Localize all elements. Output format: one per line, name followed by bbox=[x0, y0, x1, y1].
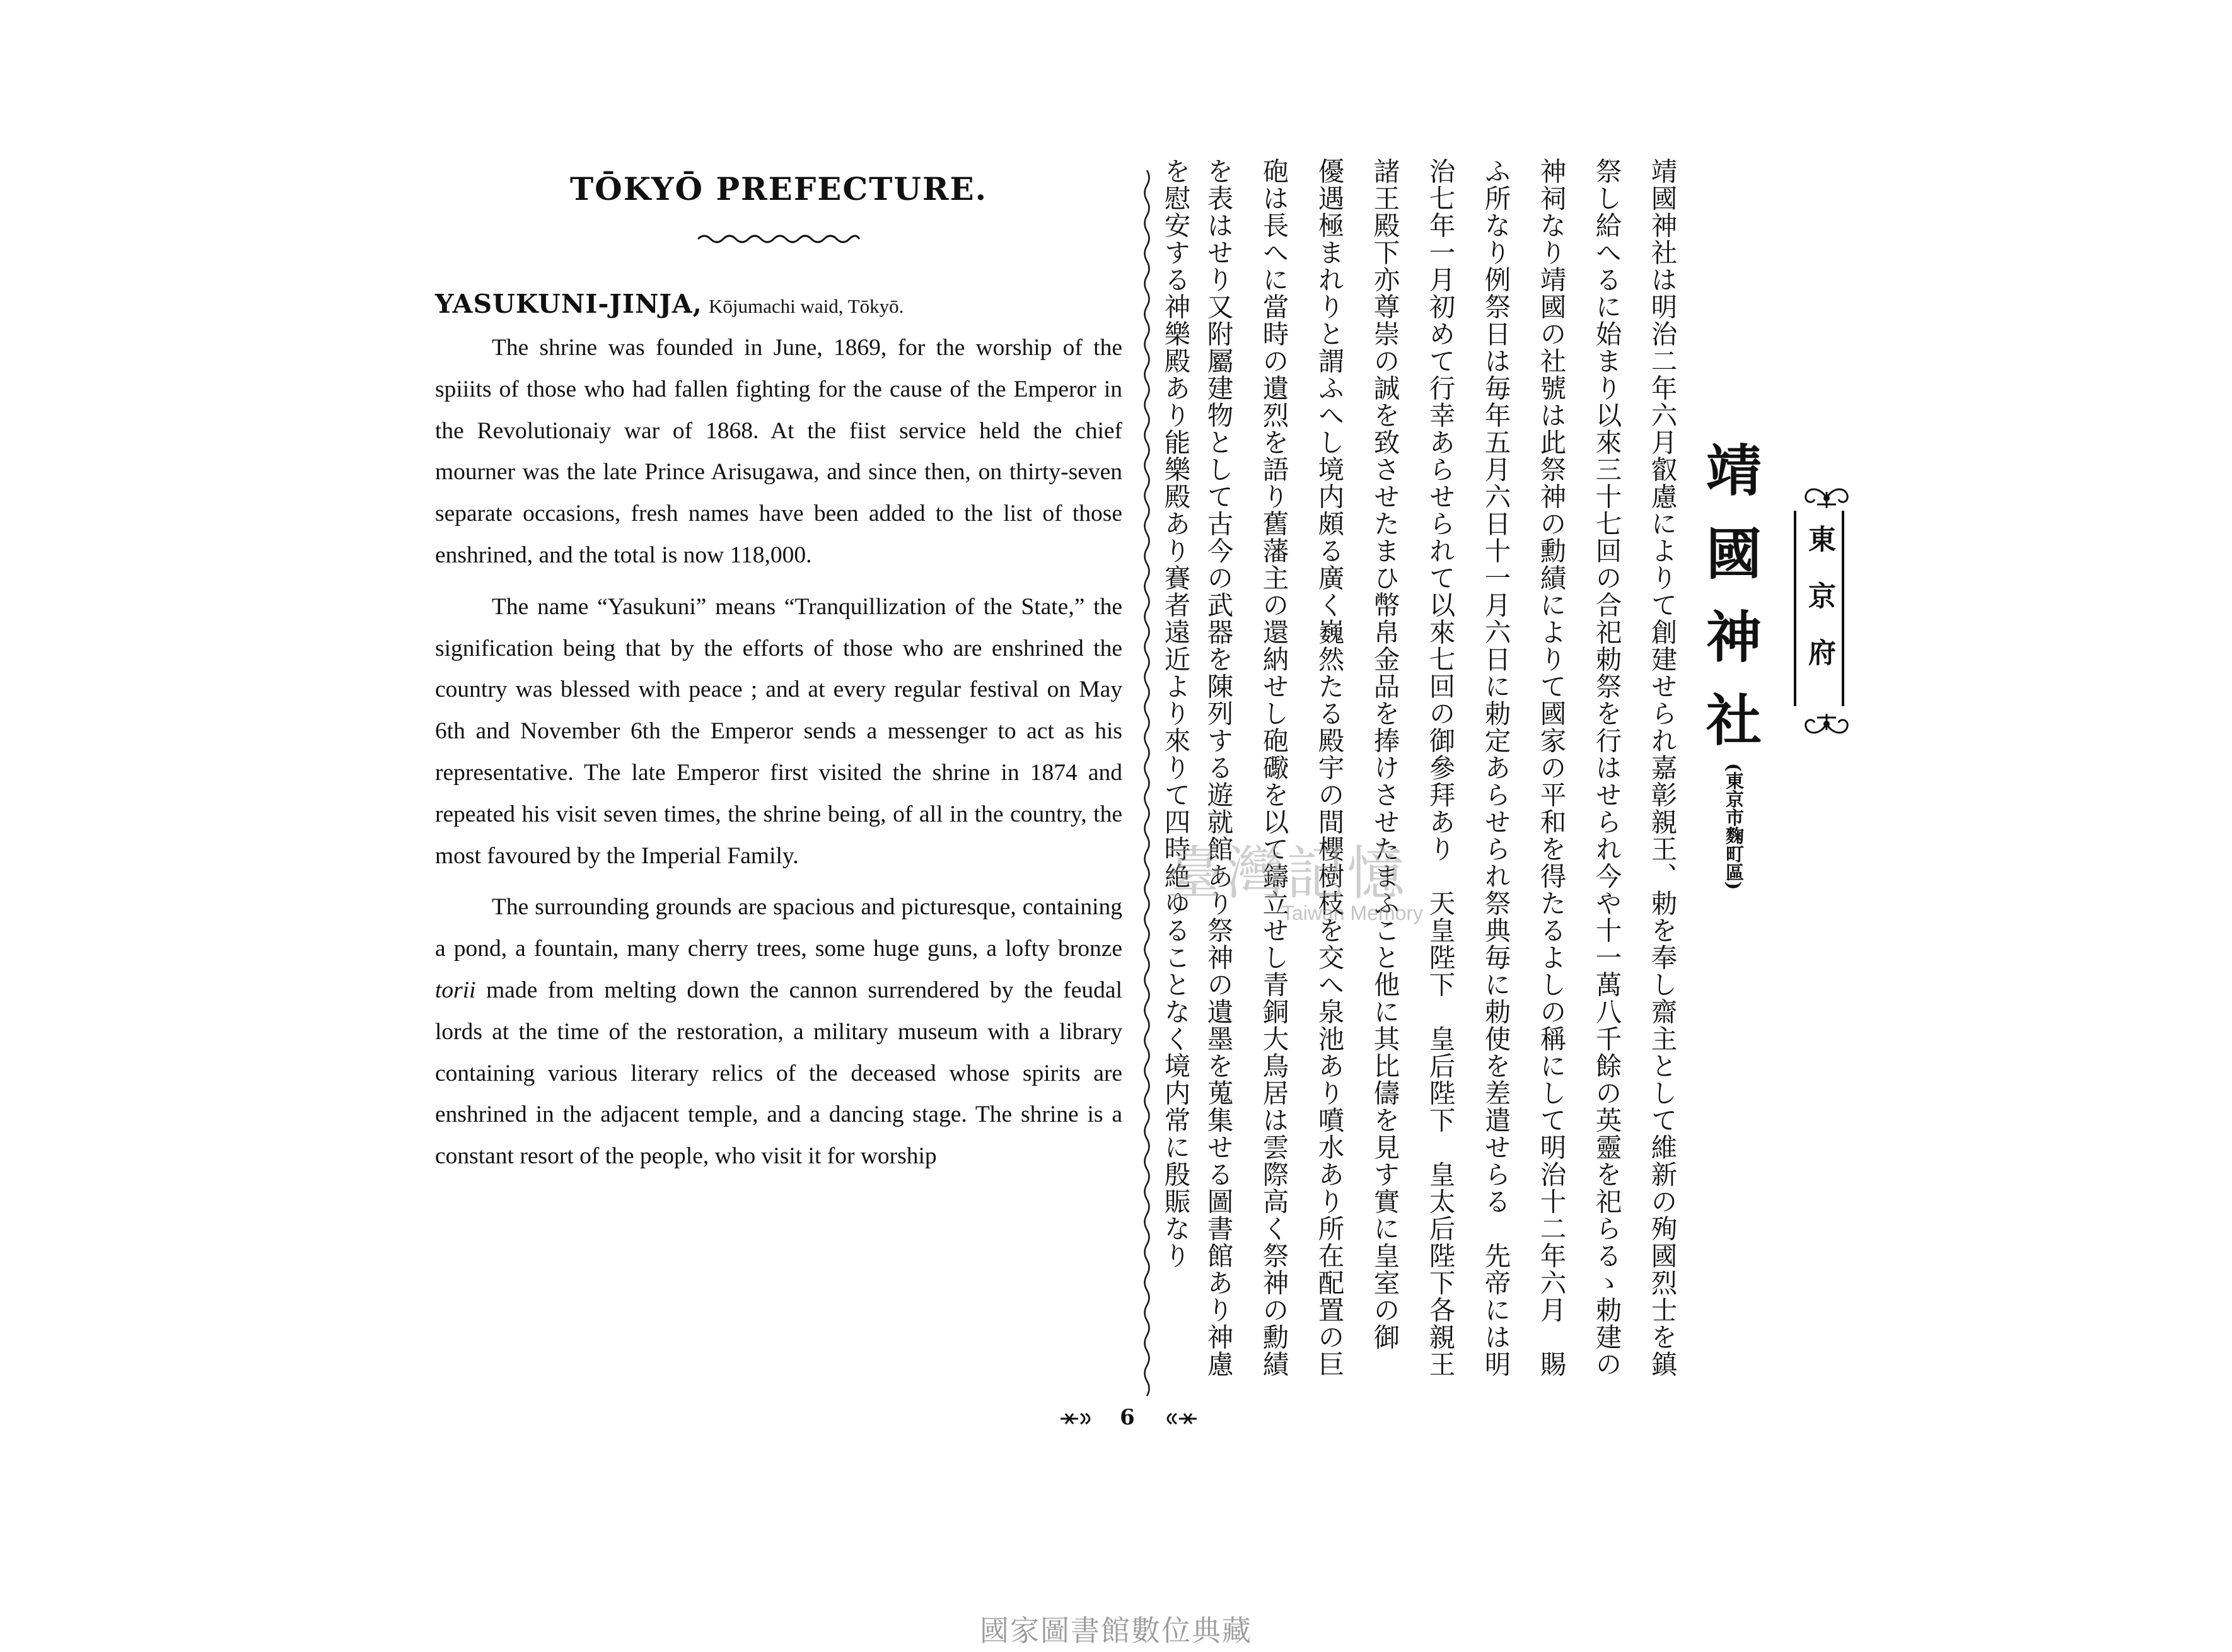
shrine-ward: Kōjumachi waid, Tōkyō. bbox=[708, 295, 904, 317]
shrine-name: YASUKUNI-JINJA, bbox=[435, 289, 702, 319]
ornament-bottom-icon bbox=[1798, 711, 1855, 736]
jp-shrine-location: (東京市麴町區) bbox=[1723, 763, 1745, 890]
jp-column-9: を表はせり又附屬建物として古今の武器を陳列する遊就館あり祭神の遺墨を蒐集せる圖書館あり神慮 bbox=[1202, 158, 1234, 1378]
jp-column-7: 優遇極まれりと謂ふへし境内頗る廣く巍然たる殿宇の間櫻樹枝を交へ泉池あり噴水あり所在配置の巨 bbox=[1313, 158, 1345, 1378]
paragraph-3-part-1: The surrounding grounds are spacious and picturesque, containing a pond, a fountain, many cherry trees, some huge guns, a lofty bronze bbox=[435, 894, 1122, 962]
ornament-top-icon bbox=[1798, 486, 1855, 511]
paragraph-3-part-2: made from melting down the cannon surrendered by the feudal lords at the time of the restoration, a military museum with a library containing various literary relics of the deceased whose spirits are enshrined in the adjacent temple, and a dancing stage. The shrine is a constant resort of the people, who visit it for worship bbox=[435, 977, 1122, 1170]
jp-column-10: を慰安する神樂殿あり能樂殿あり賽者遠近より來りて四時絶ゆることなく境内常に殷賑なり bbox=[1160, 158, 1191, 1269]
title-flourish bbox=[697, 231, 861, 247]
page-number-value: 6 bbox=[1120, 1405, 1137, 1430]
jp-column-5: 治七年一月初めて行幸あらせられて以來七回の御參拜あり 天皇陛下 皇后陛下 皇太后陛下各親王 bbox=[1424, 158, 1456, 1378]
jp-column-2: 祭し給へるに始まり以來三十七回の合祀勅祭を行はせられ今や十一萬八千餘の英靈を祀らるゝ勅建の bbox=[1591, 158, 1622, 1378]
shrine-heading bbox=[435, 283, 1122, 327]
page-title: TŌKYŌ PREFECTURE. bbox=[569, 170, 988, 207]
jp-column-1: 靖國神社は明治二年六月叡慮によりて創建せられ嘉彰親王、勅を奉し齋主として維新の殉國烈士を鎮 bbox=[1646, 158, 1678, 1378]
jp-column-3: 神祠なり靖國の社號は此祭神の勳績によりて國家の平和を得たるよしの稱にして明治十二年六月 賜 bbox=[1535, 158, 1567, 1378]
right-flourish-icon bbox=[1160, 1411, 1198, 1426]
watermark-cjk: 臺灣記憶 bbox=[1165, 840, 1407, 907]
paragraph-2: The name “Yasukuni” means “Tranquillization of the State,” the signification being that by the efforts of those who are enshrined the country was blessed with peace ; and at every regular festival on May 6th and November 6th the Emperor sends a messenger to act as his representative. The late Emperor first visited the shrine in 1874 and repeated his visit seven times, the shrine being, of all in the country, the most favoured by the Imperial Family. bbox=[435, 593, 1122, 869]
page-number bbox=[1034, 1405, 1223, 1430]
paragraph-3 bbox=[435, 887, 1122, 1177]
paragraph-1: The shrine was founded in June, 1869, for the worship of the spiiits of those who had fallen fighting for the cause of the Emperor in the Revolutionaiy war of 1868. At the fiist service held the chief mourner was the late Prince Arisugawa, and since then, on thirty-seven separate occasions, fresh names have been added to the list of those enshrined, and the total is now 118,000. bbox=[435, 335, 1122, 568]
english-text-block bbox=[435, 170, 1122, 1187]
prefecture-label: 東京府 bbox=[1803, 525, 1835, 695]
library-watermark: 國家圖書館數位典藏 bbox=[980, 1614, 1252, 1648]
left-flourish-icon bbox=[1059, 1411, 1097, 1426]
torii-word: torii bbox=[435, 977, 476, 1003]
jp-column-4: ふ所なり例祭日は毎年五月六日十一月六日に勅定あらせられ祭典毎に勅使を差遣せらる 先帝には明 bbox=[1480, 158, 1511, 1378]
watermark-latin: Taiwan Memory bbox=[1281, 902, 1424, 925]
wavy-divider bbox=[1141, 170, 1153, 1400]
jp-shrine-title: 靖國神社 bbox=[1697, 441, 1763, 774]
jp-column-8: 砲は長へに當時の遺烈を語り舊藩主の還納せし砲礮を以て鑄立せし青銅大鳥居は雲際高く祭神の勳績 bbox=[1258, 158, 1289, 1378]
jp-column-6: 諸王殿下亦尊崇の誠を致させたまひ幣帛金品を捧けさせたまふこと他に其比儔を見す實に皇室の御 bbox=[1369, 158, 1400, 1351]
prefecture-label-box bbox=[1794, 511, 1844, 706]
